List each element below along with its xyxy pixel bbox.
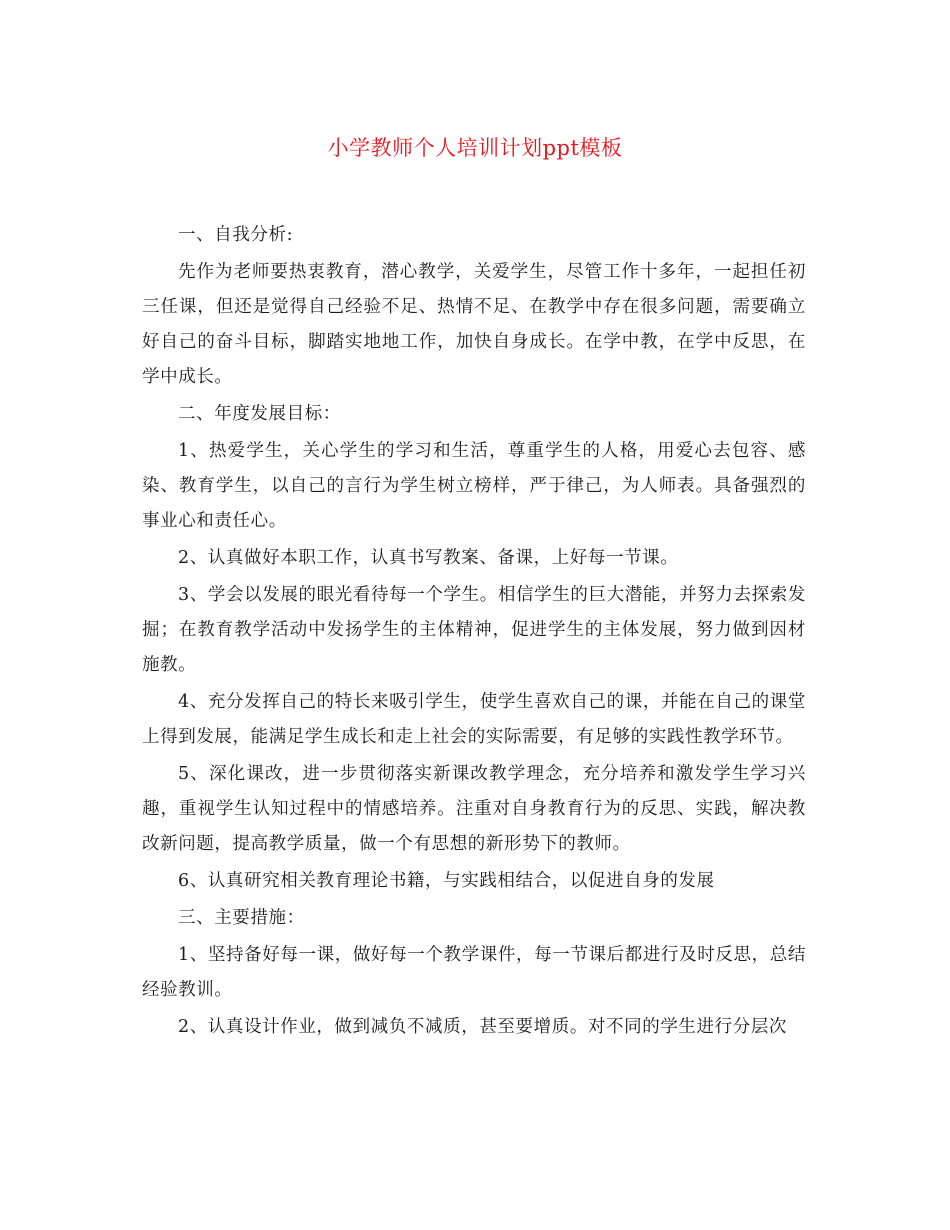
section-heading-annual-goals: 二、年度发展目标： bbox=[178, 404, 341, 424]
document-body bbox=[142, 218, 806, 1047]
goal-item-3: 3、学会以发展的眼光看待每一个学生。相信学生的巨大潜能，并努力去探索发掘；在教育教学活动中发扬学生的主体精神，促进学生的主体发展，努力做到因材施教。 bbox=[142, 585, 806, 675]
measure-item-1: 1、坚持备好每一课，做好每一个教学课件，每一节课后都进行及时反思，总结经验教训。 bbox=[142, 945, 806, 1000]
goal-item-6: 6、认真研究相关教育理论书籍，与实践相结合，以促进自身的发展 bbox=[178, 871, 715, 891]
goal-item-2: 2、认真做好本职工作，认真书写教案、备课，上好每一节课。 bbox=[178, 548, 679, 568]
section-heading-self-analysis: 一、自我分析: bbox=[178, 225, 294, 245]
goal-item-5: 5、深化课改，进一步贯彻落实新课改教学理念，充分培养和激发学生学习兴趣，重视学生认知过程中的情感培养。注重对自身教育行为的反思、实践，解决教改新问题，提高教学质量，做一个有思想的新形势下的教师。 bbox=[142, 764, 806, 854]
document-title: 小学教师个人培训计划ppt模板 bbox=[327, 136, 623, 160]
goal-item-4: 4、充分发挥自己的特长来吸引学生，使学生喜欢自己的课，并能在自己的课堂上得到发展，能满足学生成长和走上社会的实际需要，有足够的实践性教学环节。 bbox=[142, 692, 806, 747]
measure-item-2: 2、认真设计作业，做到减负不减质，甚至要增质。对不同的学生进行分层次 bbox=[178, 1017, 788, 1037]
paragraph-self-analysis: 先作为老师要热衷教育，潜心教学，关爱学生，尽管工作十多年，一起担任初三任课，但还是觉得自己经验不足、热情不足、在教学中存在很多问题，需要确立好自己的奋斗目标，脚踏实地地工作，加快自身成长。在学中教，在学中反思，在学中成长。 bbox=[142, 262, 806, 387]
goal-item-1: 1、热爱学生，关心学生的学习和生活，尊重学生的人格，用爱心去包容、感染、教育学生，以自己的言行为学生树立榜样，严于律己，为人师表。具备强烈的事业心和责任心。 bbox=[142, 441, 806, 531]
section-heading-main-measures: 三、主要措施： bbox=[178, 908, 305, 928]
